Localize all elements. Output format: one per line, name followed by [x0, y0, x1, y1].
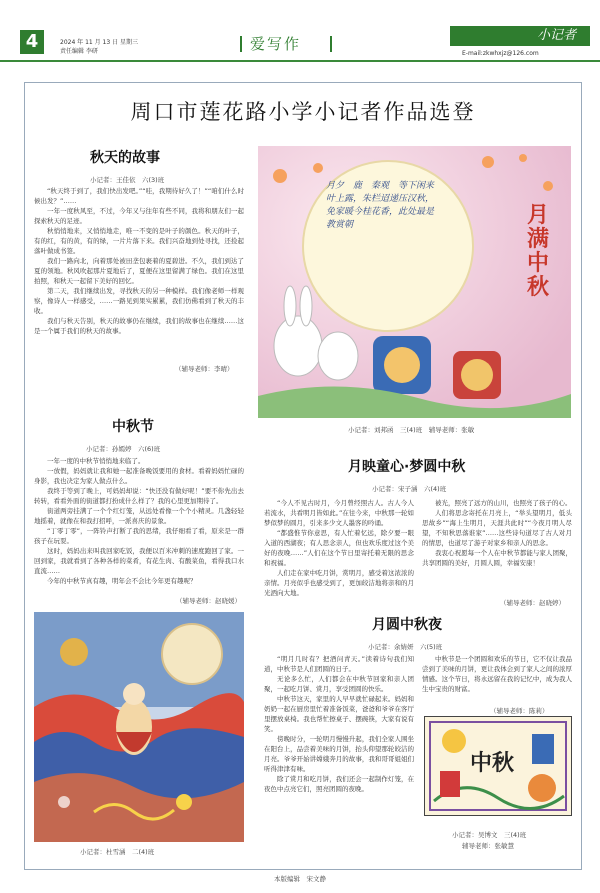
story1-paragraph: 秋悄悄地来，又悄悄地走，唯一不变的是叶子的颜色。秋天的叶子，有的红，有的黄，有的绿，一片片落下来。我们兴奋地到处寻找，还捡起落叶做成书签。	[34, 227, 244, 255]
painting-illustration	[34, 612, 244, 842]
story2-title: 中秋节	[112, 419, 154, 435]
story2-body	[34, 456, 244, 592]
story2-paragraph: 街道两旁挂满了一个个红灯笼，从远处看像一个个小精灵。几盏轻轻地摇着，就像在和我打招呼，一派喜庆的景象。	[34, 507, 244, 525]
story3-body-col2	[422, 498, 572, 598]
art1-title-char: 中	[526, 251, 549, 276]
art1-poem: 月夕 鹿 秦观 等下闲来叶上露，朱栏迢递压汉秋，免家暖今桂花香，此处最是教赏朝	[326, 181, 435, 230]
story4-paragraph: 中秋节是一个团圆和欢乐的节日，它不仅让我品尝到了美味的月饼，更让我体会到了家人之间的浓厚情感。这个节日，将永远留在我的记忆中，成为我人生中宝贵的财富。	[422, 655, 572, 693]
art3-label: 中秋	[470, 751, 515, 776]
story4-byline: 小记者：余婧妍 六(5)班	[368, 643, 443, 651]
story2-paragraph: 这时，妈妈出来叫我回家吃饭，我便以百米冲刺的速度跑回了家。一回到家，我就看到了各种各样的菜肴，有花生肉、有酸菜鱼，看得我口水直流……	[34, 547, 244, 575]
story3-paragraph: 我衷心祝愿每一个人在中秋节都能与家人团聚，共享团圆的美好，月圆人圆，幸福安康！	[422, 549, 572, 567]
story3-paragraph: 被光，照亮了远方的山川，也照亮了孩子的心。	[435, 499, 572, 507]
story4-body-col2	[422, 654, 572, 704]
art1-title-char: 满	[526, 227, 549, 252]
story1-title: 秋天的故事	[90, 150, 160, 166]
story3-paragraph: “今人不见古时月，今月曾经照古人。古人今人若流水，共看明月皆如此。”在往今来，中秋那一轮如梦似梦的圆月，引来多少文人墨客的吟诵。	[264, 499, 414, 527]
story4-paragraph: “明月几时有？把酒问青天。”读着诗句我们知道，中秋节是人们团圆的日子。	[264, 655, 414, 673]
art2-caption: 小记者：杜雪涵 二(4)班	[80, 848, 155, 856]
full-moon-painting	[258, 146, 571, 418]
art3-teacher: 辅导老师：张敏慧	[462, 842, 514, 850]
story3-teacher: （辅导老师：赵晓婷）	[500, 599, 565, 607]
story2-paragraph: 一年一度的中秋节悄悄地来临了。	[47, 457, 145, 465]
masthead-logo: 小记者	[450, 26, 590, 46]
issue-meta	[60, 38, 138, 56]
art3-caption: 小记者：吴博文 三(4)班	[452, 831, 527, 839]
story2-paragraph: 一放假，妈妈就让我和她一起准备晚饭要用的食材。看着妈妈忙碌的身影，我也决定为家人做点什么。	[34, 467, 244, 485]
story1-paragraph: 我们一路向北，向着那处被田垄包裹着的夏碧进。不久，我们到达了夏的领地。秋风吹起那片夏地后了，夏便在这里留满了绿色。我们在这里拍照，和秋天一起留下美好的回忆。	[34, 257, 244, 285]
story2-paragraph: 我终于等到了晚上，可妈妈却说：“快还没有做好呢！”要不你先出去转转，看看外面的街道都打扮成什么样了？我的心里更加期待了。	[34, 487, 244, 505]
story2-paragraph: 今年的中秋节真有趣，明年会不会比今年更有趣呢？	[47, 577, 197, 585]
story4-body-col1	[264, 654, 414, 868]
art1-title-char: 秋	[526, 275, 549, 300]
issue-date: 2024 年 11 月 13 日 星期三	[60, 39, 138, 46]
story1-paragraph: 一年一度秋风至，不过，今年又与往年有些不同，我将和朋友们一起探索秋天的足迹。	[34, 207, 244, 225]
section-title: 爱写作	[250, 35, 302, 53]
story1-paragraph: “秋天终于到了，我们快出发吧。”“哇，我期待好久了！”“咱们什么时候出发？”……	[34, 187, 244, 205]
story3-paragraph: 人们走在家中吃月饼，赏明月，感受着这浓浓的亲情。月亮似乎也感受到了，更加皎洁地将亲和的月光洒向大地。	[264, 569, 414, 597]
story4-title: 月圆中秋夜	[372, 617, 442, 633]
story1-teacher: （辅导老师：李晴）	[175, 365, 234, 373]
story2-byline: 小记者：孙嫣婷 六(6)班	[86, 445, 161, 453]
story4-paragraph: 傍晚时分，一轮明月慢慢升起，我们全家人围坐在阳台上，品尝着美味的月饼，抬头仰望那轮皎洁的月亮。爷爷开始讲嫦娥奔月的故事，我和哥哥姐姐们听得津津有味。	[264, 735, 414, 773]
page-number: 4	[20, 30, 44, 54]
contact-email: E-mail:zkwhxjz@126.com	[462, 50, 539, 57]
story1-paragraph: 我们与秋天告别，秋天的故事仍在继续，我们的故事也在继续……这是一个属于我们的秋天的故事。	[34, 317, 244, 335]
story3-title: 月映童心·梦圆中秋	[348, 459, 466, 475]
story4-paragraph: 中秋节这天，家里的人早早就忙碌起来。妈妈和奶奶一起在厨房里忙着准备饭菜，爸爸和爷爷在客厅里摆放桌椅。我也帮忙擦桌子、摆碗筷，大家有说有笑。	[264, 695, 414, 733]
section-bar-left	[240, 36, 242, 52]
page-headline: 周口市莲花路小学小记者作品选登	[130, 100, 476, 124]
art1-title-char: 月	[526, 203, 549, 228]
story3-paragraph: “都盛惟节你意思，有人忙着忆远，除夕要一眼入道的西湖夜；有人思念亲人，但也欢乐度过这个美好的夜晚……”人们在这个节日里寄托着无限的思念和祝福。	[264, 529, 414, 567]
page-header	[0, 0, 600, 62]
story3-byline: 小记者：宋子涵 六(4)班	[372, 485, 447, 493]
moon-festival-painting	[34, 612, 244, 842]
story2-paragraph: “丁零丁零”，一阵铃声打断了我的思绪，我仔细看了看，原来是一群孩子在玩耍。	[34, 527, 244, 545]
story2-teacher: （辅导老师：赵晓媛）	[176, 597, 241, 605]
story3-body-col1	[264, 498, 414, 598]
story1-byline: 小记者：王佳依 六(3)班	[90, 176, 165, 184]
story1-body	[34, 186, 244, 360]
story4-paragraph: 除了赏月和吃月饼，我们还会一起制作灯笼，在夜色中点亮它们，照亮团圆的夜晚。	[264, 775, 414, 793]
section-bar-right	[330, 36, 332, 52]
art1-title-block	[508, 204, 568, 300]
story1-paragraph: 第二天，我们继续出发，寻找秋天的另一种模样。我们像老师一样观察，像诗人一样感受，……一路见到果实累累，我们仿佛看到了秋天的丰收。	[34, 287, 244, 315]
mid-autumn-drawing	[424, 716, 572, 816]
story3-paragraph: 人们将思念寄托在月亮上，“举头望明月，低头思故乡”“海上生明月，天涯共此时”“今夜月明人尽望，不知秋思落谁家”……这些诗句道尽了古人对月的情思，也道尽了游子对家乡和亲人的思念。	[422, 509, 572, 547]
art1-caption: 小记者：刘邦函 三(4)班 辅导老师：张敏	[348, 426, 475, 434]
story4-paragraph: 无论多么忙，人们都会在中秋节回家和亲人团聚，一起吃月饼、赏月，享受团圆的快乐。	[264, 675, 414, 693]
story4-teacher: （辅导老师：陈莉）	[490, 707, 549, 715]
issue-editor: 责任编辑 李研	[60, 48, 98, 55]
page-footer: 本版编辑 宋文静	[274, 875, 326, 883]
